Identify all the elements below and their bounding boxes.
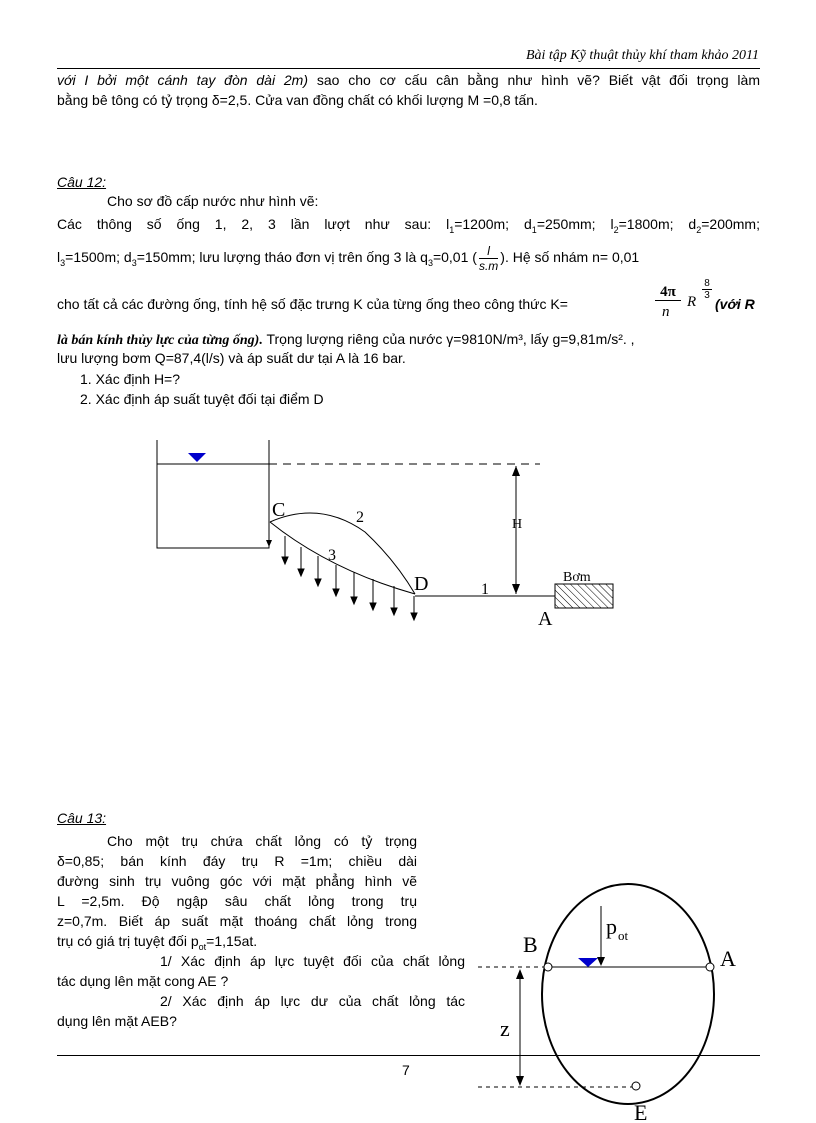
q12-sub: 2	[613, 224, 619, 235]
formula-num: 4π	[660, 284, 676, 300]
q13-line6b: =1,15at.	[206, 933, 258, 949]
q12-p2e: =200mm;	[701, 216, 760, 232]
intro-line1: sao cho cơ cấu cân bằng như hình vẽ? Biết vật đối trọng làm	[308, 72, 760, 88]
pot-arrowhead	[597, 957, 605, 966]
q12-p3a: l	[57, 249, 61, 266]
q12-p3e: ). Hệ số nhám n= 0,01	[500, 249, 640, 266]
water-level-icon	[578, 958, 598, 967]
label-pump: Bơm	[563, 570, 591, 585]
point-A	[706, 963, 714, 971]
exp-den: 3	[704, 290, 710, 301]
label-D: D	[414, 573, 429, 595]
label-p: p	[606, 914, 617, 939]
q13-line-1: Cho một trụ chứa chất lỏng có tỷ trọng	[107, 833, 417, 849]
q13-title: Câu 13:	[57, 810, 107, 826]
exp-num: 8	[702, 278, 712, 290]
q12-sub: 3	[427, 258, 433, 268]
q12-p6: lưu lượng bơm Q=87,4(l/s) và áp suất dư tại A là 16 bar.	[57, 350, 406, 366]
label-p-sub: ot	[618, 928, 629, 943]
label-A: A	[538, 608, 553, 630]
intro-italic: với I bởi một cánh tay đòn dài 2m)	[57, 72, 309, 88]
label-C: C	[272, 499, 286, 521]
label-2: 2	[356, 509, 364, 526]
label-z: z	[500, 1016, 510, 1041]
label-A: A	[720, 946, 736, 971]
q13-q2-line2: dụng lên mặt AEB?	[57, 1013, 177, 1029]
label-3: 3	[328, 547, 336, 564]
q12-item-2: 2. Xác định áp suất tuyệt đối tại điểm D	[80, 391, 324, 407]
q12-p2d: =1800m; d	[618, 216, 697, 232]
q12-p5-rest: Trọng lượng riêng của nước γ=9810N/m³, lấy g=9,81m/s². ,	[262, 331, 635, 347]
q12-sub: 2	[696, 224, 702, 235]
page-header: Bài tập Kỹ thuật thủy khí tham khảo 2011	[525, 48, 759, 63]
intro-line2: bằng bê tông có tỷ trọng δ=2,5. Cửa van đồng chất có khối lượng M =0,8 tấn.	[57, 92, 538, 108]
point-B	[544, 963, 552, 971]
formula-R: R	[687, 294, 697, 310]
formula-den: n	[662, 304, 670, 320]
q12-title: Câu 12:	[57, 174, 107, 190]
q13-q2-line1: 2/ Xác định áp lực dư của chất lỏng tác	[160, 993, 465, 1009]
q12-p3d: =0,01 (	[432, 249, 477, 266]
q12-sub: 1	[531, 224, 537, 235]
q12-p5-italic: là bán kính thủy lực của từng ống).	[57, 333, 263, 348]
q12-p4b: (với R	[715, 296, 755, 312]
q13-line-4: L =2,5m. Độ ngập sâu chất lỏng trong trụ	[57, 893, 417, 909]
q13-q1-line1: 1/ Xác định áp lực tuyệt đối của chất lỏng	[160, 953, 465, 969]
label-1: 1	[481, 581, 489, 598]
q12-p3b: =1500m; d	[65, 249, 132, 266]
q13-line6a: trụ có giá trị tuyệt đối p	[57, 933, 199, 949]
label-E: E	[634, 1100, 648, 1123]
q13-q1-line2: tác dụng lên mặt cong AE ?	[57, 973, 229, 989]
q12-p2a: Các thông số ống 1, 2, 3 lần lượt như sau: l	[57, 216, 450, 232]
q12-p2b: =1200m; d	[454, 216, 532, 232]
q12-sub: 3	[60, 258, 66, 268]
q12-p1: Cho sơ đồ cấp nước như hình vẽ:	[107, 193, 319, 209]
q13-line-5: z=0,7m. Biết áp suất mặt thoáng chất lỏng trong	[57, 913, 417, 929]
label-H: H	[512, 517, 523, 532]
q13-sub: ot	[198, 941, 207, 952]
q12-item-1: 1. Xác định H=?	[80, 371, 181, 387]
cylinder-outline	[542, 884, 714, 1104]
z-arrow-top	[516, 969, 524, 979]
q12-p4a: cho tất cả các đường ống, tính hệ số đặc trưng K của từng ống theo công thức K=	[57, 296, 568, 312]
page-number: 7	[402, 1062, 410, 1078]
z-arrow-bottom	[516, 1076, 524, 1086]
frac-num: l	[479, 244, 498, 259]
frac-den: s.m	[478, 259, 499, 273]
q12-p2c: =250mm; l	[536, 216, 614, 232]
q13-line-3: đường sinh trụ vuông góc với mặt phẳng hình vẽ	[57, 873, 417, 889]
q13-line-2: δ=0,85; bán kính đáy trụ R =1m; chiều dài	[57, 853, 417, 869]
q12-sub: 1	[449, 224, 455, 235]
q12-p3c: =150mm; lưu lượng tháo đơn vị trên ống 3 là q	[136, 249, 428, 266]
q12-sub: 3	[131, 258, 137, 268]
point-E	[632, 1082, 640, 1090]
label-B: B	[523, 932, 538, 957]
